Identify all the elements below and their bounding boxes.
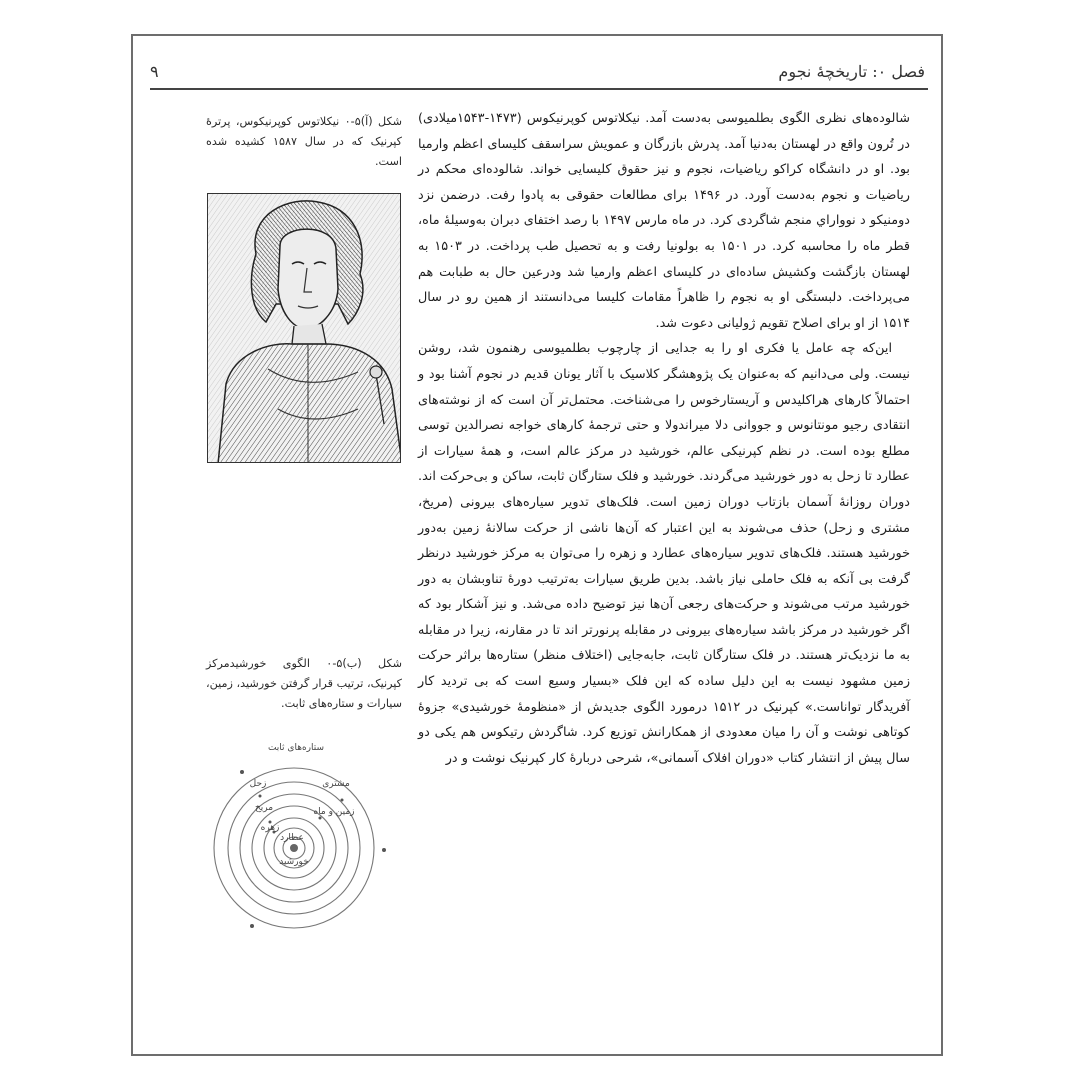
paragraph: شالوده‌های نظری الگوی بطلمیوسی به‌دست آمد. نیکلاتوس کوپرنیکوس (۱۴۷۳-۱۵۴۳میلادی) در تُرون واقع در لهستان به‌دنیا آمد. پدرش بازرگان و عمویش سراسقف کلیسای اعظم وارمیا بود. او در دانشگاه کراکو ریاضیات، نجوم و نیز حقوق کلیسایی خواند. شالوده‌ای محکم در ریاضیات و نجوم به‌دست آورد. در ۱۴۹۶ برای مطالعات حقوقی به پادوا رفت. درضمن نزد دومنیکو د نوواراي منجم شاگردی کرد. در ماه مارس ۱۴۹۷ با رصد اختفای دبران به‌وسیلهٔ ماه، قطر ماه را محاسبه کرد. در ۱۵۰۱ به بولونیا رفت و به تحصیل طب پرداخت. در ۱۵۰۳ به لهستان بازگشت وکشیش ساده‌ای در کلیسای اعظم وارمیا شد ودرعین حال به طبابت هم می‌پرداخت. دلبستگی او به نجوم را ظاهراً مقامات کلیسا می‌دانستند از همین رو در سال ۱۵۱۴ از او برای اصلاح تقویم ژولیانی دعوت شد. xyxy=(418,111,910,331)
page-number: ۹ xyxy=(150,62,159,81)
copernicus-portrait xyxy=(207,193,401,463)
figure-b-caption: شکل (ب)۵-۰ الگوی خورشیدمرکز کپرنیک، ترتیب قرار گرفتن خورشید، زمین، سیارات و ستاره‌های ثابت. xyxy=(206,657,402,710)
label-fixed-stars: ستاره‌های ثابت xyxy=(267,743,325,753)
label-mars: مریخ xyxy=(254,803,274,813)
label-earth-moon: زمین و ماه xyxy=(313,807,355,817)
heliocentric-diagram xyxy=(212,730,404,930)
figure-a-caption: شکل (آ)۵-۰ نیکلاتوس کوپرنیکوس، پرترهٔ کپرنیک که در سال ۱۵۸۷ کشیده شده است. xyxy=(206,115,403,168)
label-sun: خورشید xyxy=(279,857,309,867)
label-jupiter: مشتری xyxy=(322,779,350,789)
header-rule xyxy=(150,88,928,90)
chapter-title: فصل ۰: تاریخچهٔ نجوم xyxy=(778,62,925,81)
label-saturn: زحل xyxy=(249,779,267,789)
label-mercury: عطارد xyxy=(280,833,304,843)
label-venus: زهره xyxy=(260,823,280,833)
body-text xyxy=(418,106,910,1046)
paragraph: این‌که چه عامل یا فکری او را به جدایی از چارچوب بطلمیوسی رهنمون شد، روشن نیست. ولی می‌دانیم که به‌عنوان یک پژوهشگر کلاسیک با آثار یونان قدیم در نجوم آشنا بود و احتمالاً کارهای هراکلیدس و آریستارخوس را می‌شناخت. محتمل‌تر آن است که از نوشته‌های انتقادی رجیو مونتانوس و جووانی دلا میراندولا و حتی ترجمهٔ کارهای خواجه نصرالدین توسی مطلع بوده است. در نظم کپرنیکی عالم، خورشید در مرکز عالم است، و همهٔ سیارات از عطارد تا زحل به دور خورشید می‌گردند. خورشید و فلک ستارگان ثابت، ساکن و بی‌حرکت اند. دوران روزانهٔ آسمان بازتاب دوران زمین است. فلک‌های تدویر سیاره‌های بیرونی (مریخ، مشتری و زحل) حذف می‌شوند به این اعتبار که آن‌ها ناشی از حرکت سالانهٔ زمین به‌دور خورشید هستند. فلک‌های تدویر سیاره‌های عطارد و زهره را می‌توان به مرکز خورشید درنظر گرفت بی آنکه به فلک حاملی نیاز باشد. بدین طریق سیارات به‌ترتیب دورهٔ تناوبشان به دور خورشید مرتب می‌شوند و حرکت‌های رجعی آن‌ها نیز توضیح داده می‌شد. و نیز آشکار بود که اگر خورشید در مرکز باشد سیاره‌های بیرونی در مقابله پرنورتر اند تا در مقارنه، زیرا در مقابله به ما نزدیک‌تر هستند. در فلک ستارگان ثابت، جابه‌جایی (اختلاف منظر) ستاره‌ها براثر حرکت زمین مشهود نیست به این دلیل ساده که این فلک «بسیار وسیع است که بی تردید کار آفریدگار تواناست.» کپرنیک در ۱۵۱۲ درمورد الگوی جدیدش از «منظومهٔ خورشیدی» جزوهٔ کوتاهی نوشت و آن را میان معدودی از همکارانش توزیع کرد. شاگردش رتیکوس هم یکی دو سال پیش از انتشار کتاب «دوران افلاک آسمانی»، شرحی دربارهٔ کار کپرنیک نوشت و در xyxy=(418,341,910,766)
running-header xyxy=(150,58,925,88)
